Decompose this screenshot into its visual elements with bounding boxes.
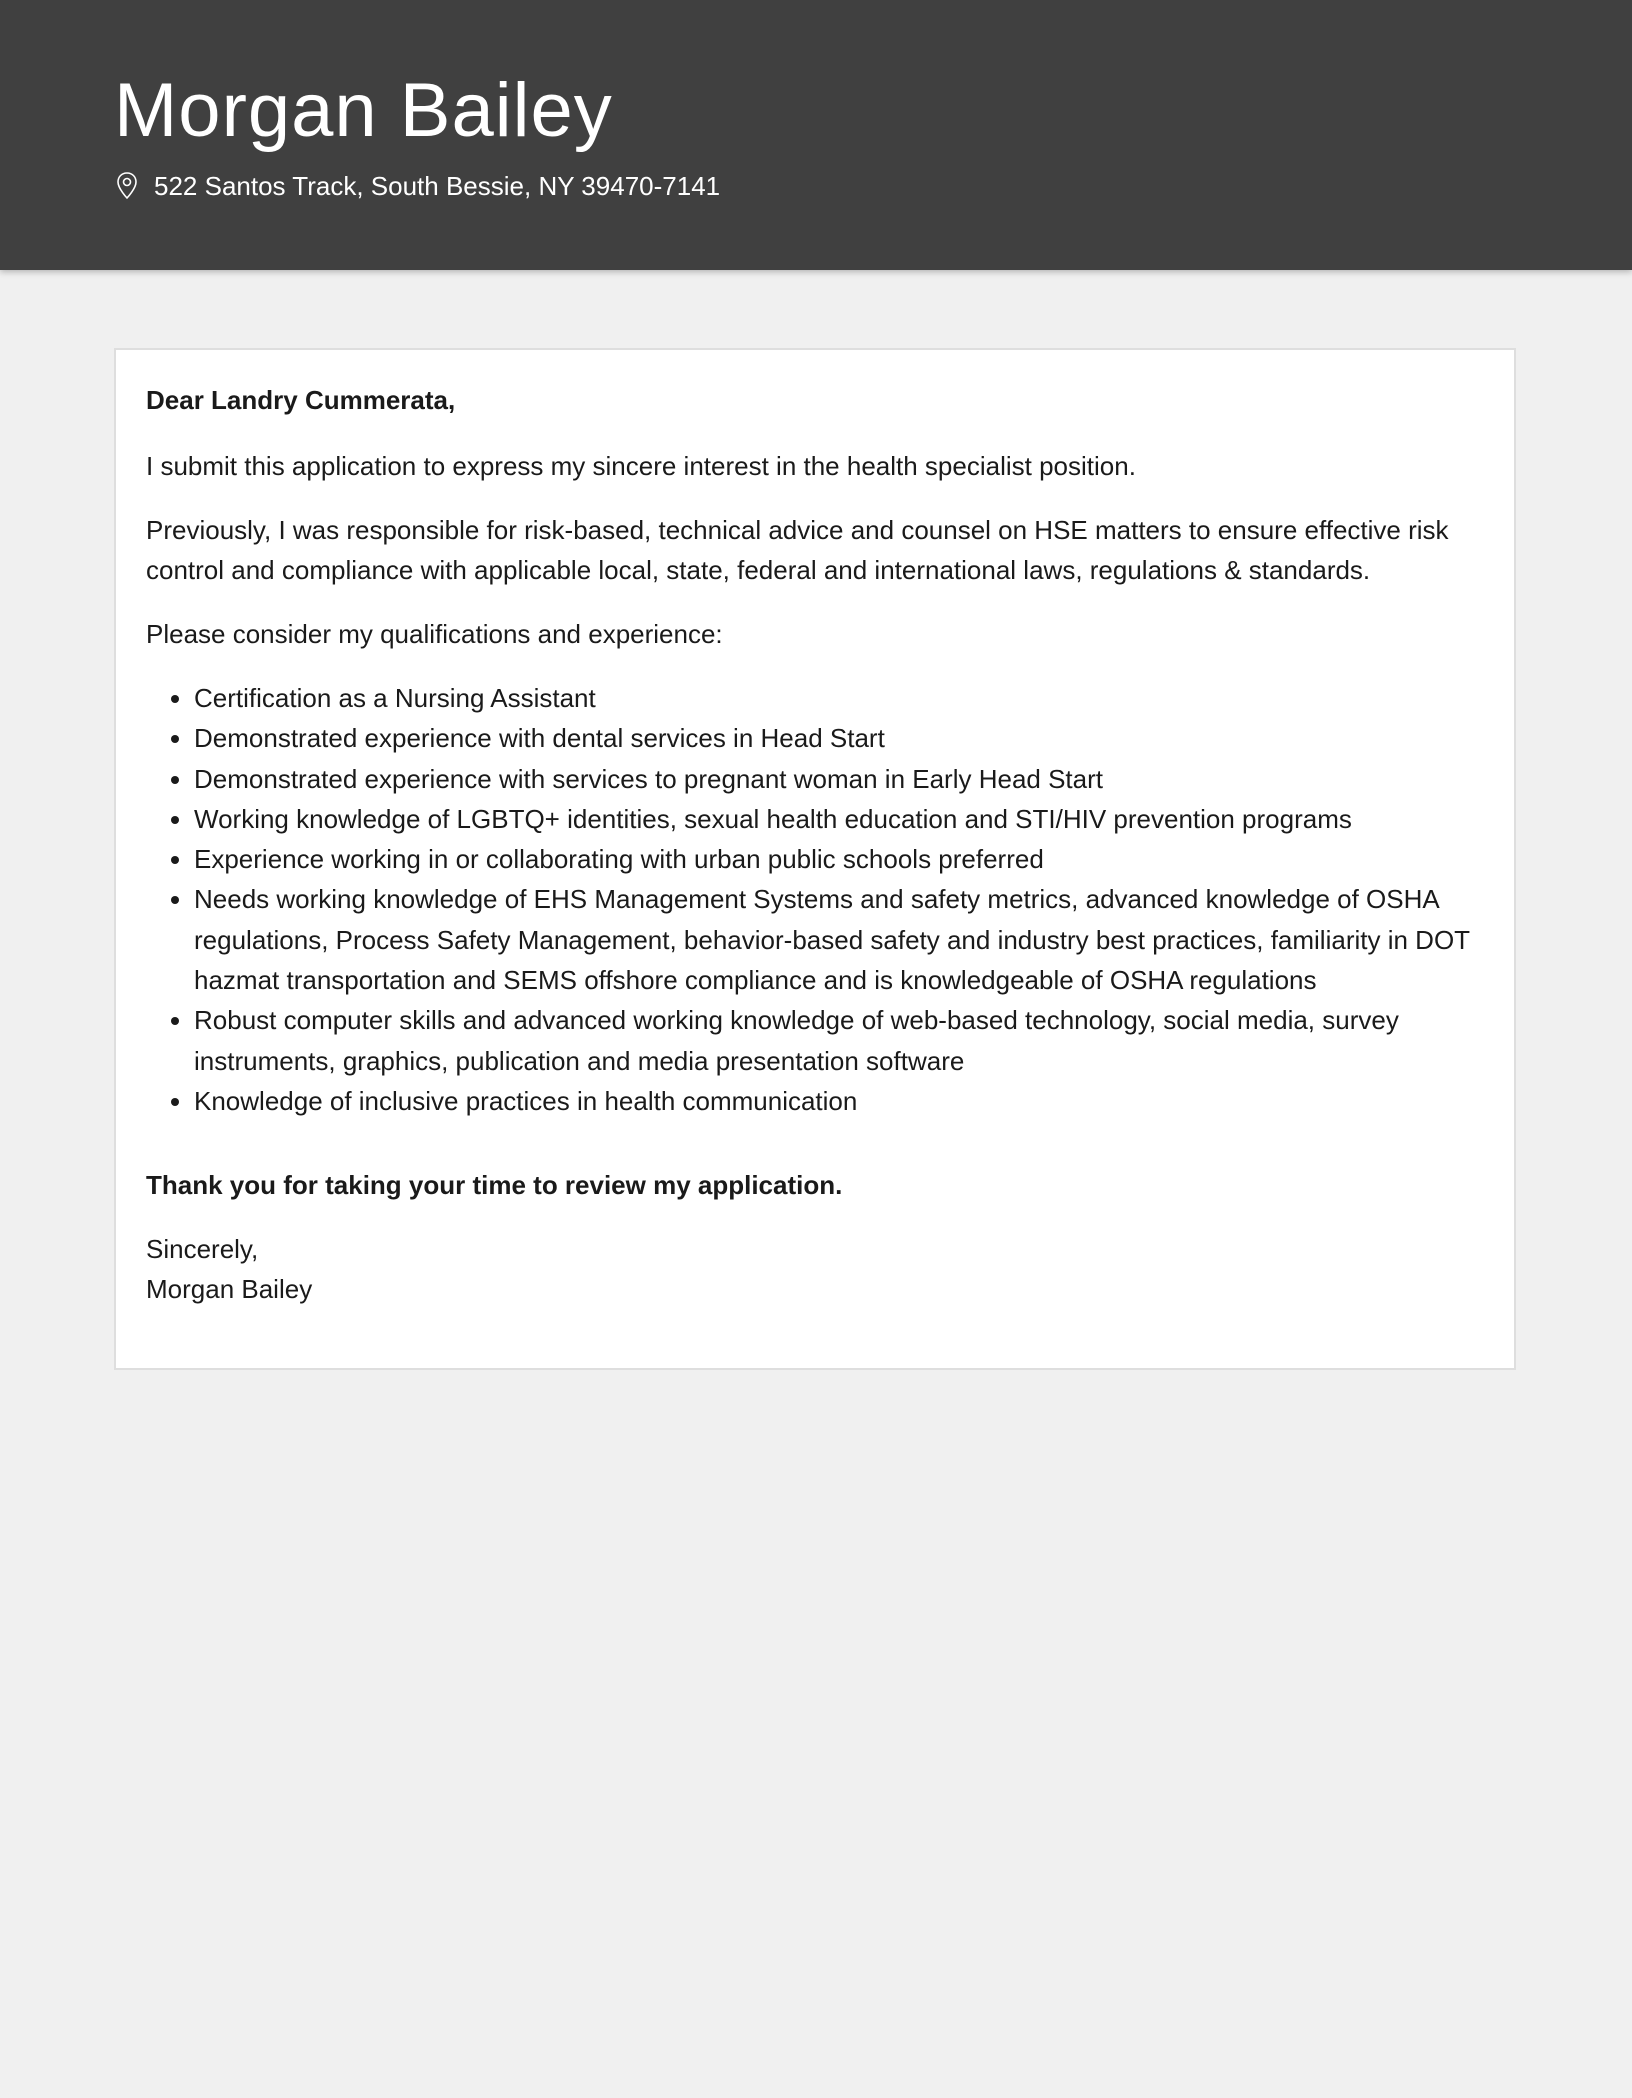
letter-experience: Previously, I was responsible for risk-based, technical advice and counsel on HSE matters to ensure effective risk control and compliance with applicable local, state, federal and international laws, regulations & standards. — [146, 515, 1449, 585]
list-item: • Needs working knowledge of EHS Management Systems and safety metrics, advanced knowledge of OSHA regulations, Process Safety Management, behavior-based safety and industry best practices, familiarity in DOT hazmat transportation and SEMS offshore compliance and is knowledgeable of OSHA regulations — [194, 879, 1484, 1000]
letter-signoff: Sincerely, — [146, 1234, 259, 1265]
list-item: • Experience working in or collaborating with urban public schools preferred — [194, 839, 1484, 879]
list-item: • Demonstrated experience with dental services in Head Start — [194, 718, 1484, 758]
list-item: • Demonstrated experience with services to pregnant woman in Early Head Start — [194, 759, 1484, 799]
letter-greeting: Dear Landry Cummerata, — [146, 385, 456, 415]
address-line — [114, 166, 720, 206]
list-item: • Working knowledge of LGBTQ+ identities, sexual health education and STI/HIV prevention programs — [194, 799, 1484, 839]
letter-signature: Morgan Bailey — [146, 1274, 313, 1305]
letter-intro: I submit this application to express my sincere interest in the health specialist position. — [146, 451, 1136, 481]
map-pin-icon — [114, 171, 140, 201]
applicant-name: Morgan Bailey — [114, 68, 613, 153]
list-item: • Knowledge of inclusive practices in health communication — [194, 1081, 1484, 1121]
cover-letter-card — [114, 348, 1516, 1370]
qualifications-list — [146, 678, 1484, 1121]
header-banner — [0, 0, 1632, 270]
letter-closing: Thank you for taking your time to review my application. — [146, 1170, 843, 1201]
list-item: • Robust computer skills and advanced working knowledge of web-based technology, social media, survey instruments, graphics, publication and media presentation software — [194, 1000, 1484, 1081]
address-text: 522 Santos Track, South Bessie, NY 39470-7141 — [154, 170, 721, 201]
qualifications-intro: Please consider my qualifications and experience: — [146, 619, 723, 649]
list-item: • Certification as a Nursing Assistant — [194, 678, 1484, 718]
